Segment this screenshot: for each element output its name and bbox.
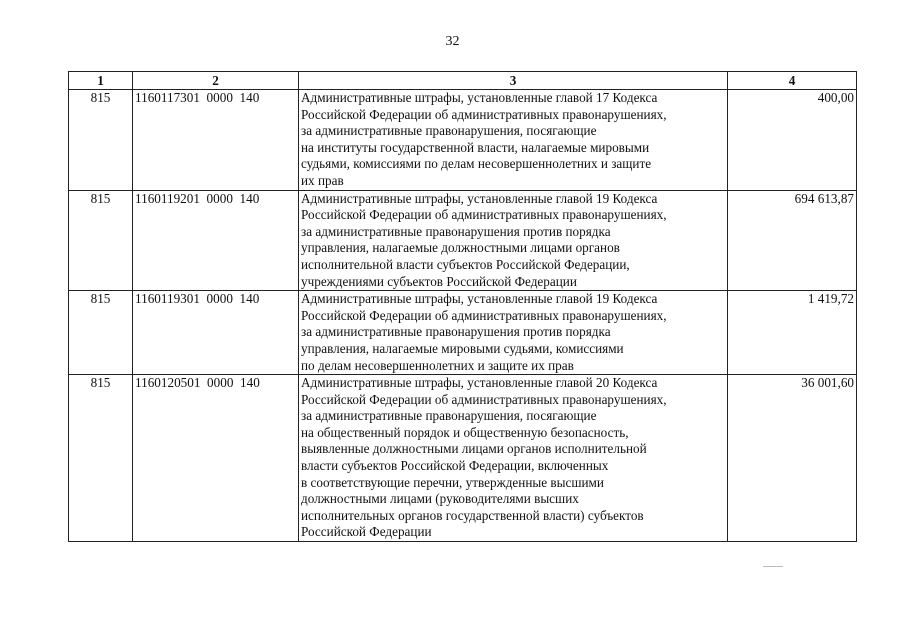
admin-code-cell: 815 [69,291,133,375]
description-line: Административные штрафы, установленные главой 17 Кодекса [301,90,658,105]
amount-cell: 36 001,60 [728,375,857,542]
description-line: управления, налагаемые должностными лицами органов [301,240,620,256]
description-line: Российской Федерации об административных правонарушениях, [301,106,667,122]
amount-cell: 694 613,87 [728,190,857,291]
description-line: на общественный порядок и общественную безопасность, [301,424,629,440]
table-row [69,90,857,191]
description-line: за административные правонарушения, посягающие [301,123,597,139]
table-header-row [69,72,857,90]
description-line: Российской Федерации об административных правонарушениях, [301,391,667,407]
scan-mark [763,566,783,567]
description-line: на институты государственной власти, налагаемые мировыми [301,139,650,155]
description-cell [299,375,728,542]
admin-code-cell: 815 [69,375,133,542]
description-line: Административные штрафы, установленные главой 20 Кодекса [301,375,658,391]
description-line: Российской Федерации об административных правонарушениях, [301,307,667,323]
header-col-2: 2 [133,72,299,90]
description-cell [299,291,728,375]
amount-cell: 400,00 [728,90,857,191]
description-line: выявленные должностными лицами органов исполнительной [301,441,647,457]
table-row [69,291,857,375]
page-number: 32 [445,34,460,49]
description-line: Административные штрафы, установленные главой 19 Кодекса [301,190,658,206]
table-row [69,190,857,291]
description-cell [299,90,728,191]
description-line: судьями, комиссиями по делам несовершеннолетних и защите [301,156,652,172]
description-line: власти субъектов Российской Федерации, включенных [301,458,609,474]
description-line: Административные штрафы, установленные главой 19 Кодекса [301,291,658,307]
admin-code-cell: 815 [69,90,133,191]
header-col-4: 4 [728,72,857,90]
description-line: исполнительной власти субъектов Российской Федерации, [301,256,630,272]
description-line: управления, налагаемые мировыми судьями, комиссиями [301,340,624,356]
table-row [69,375,857,542]
description-line: учреждениями субъектов Российской Федерации [301,273,577,289]
admin-code-cell: 815 [69,190,133,291]
description-line: за административные правонарушения против порядка [301,223,611,239]
description-line: исполнительных органов государственной власти) субъектов [301,507,644,523]
budget-table [68,71,857,542]
amount-cell: 1 419,72 [728,291,857,375]
budget-code-cell: 1160119301 0000 140 [133,291,299,375]
budget-code-cell: 1160120501 0000 140 [133,375,299,542]
description-cell [299,190,728,291]
description-line: должностными лицами (руководителями высших [301,491,579,507]
description-line: их прав [301,172,344,188]
description-line: Российской Федерации [301,524,432,540]
budget-code-cell: 1160119201 0000 140 [133,190,299,291]
header-col-1: 1 [69,72,133,90]
description-line: за административные правонарушения, посягающие [301,408,597,424]
description-line: Российской Федерации об административных правонарушениях, [301,207,667,223]
header-col-3: 3 [299,72,728,90]
description-line: за административные правонарушения против порядка [301,324,611,340]
description-line: в соответствующие перечни, утвержденные высшими [301,474,604,490]
description-line: по делам несовершеннолетних и защите их прав [301,357,574,373]
budget-code-cell: 1160117301 0000 140 [133,90,299,191]
